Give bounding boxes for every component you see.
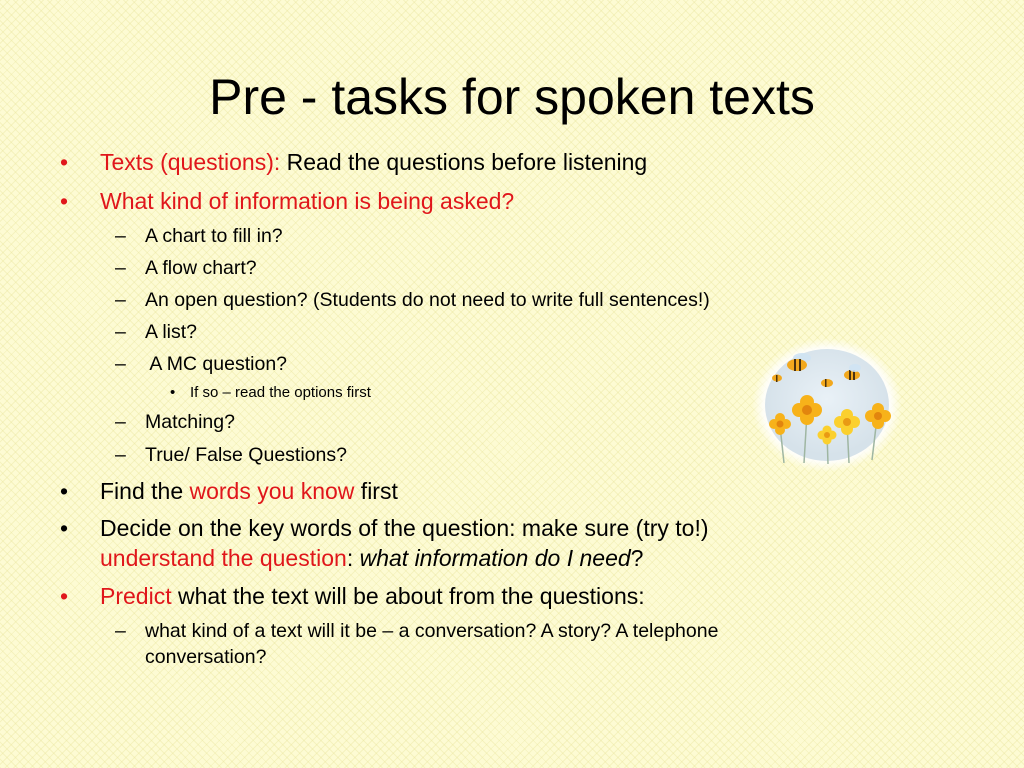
sub-item-open-question: An open question? (Students do not need to write full sentences!) <box>145 289 710 311</box>
bullet-predict <box>100 582 645 610</box>
sub-item-true-false: True/ False Questions? <box>145 444 347 466</box>
dash-marker: – <box>115 411 126 433</box>
bullet-text: ? <box>630 545 644 571</box>
bullet-marker: • <box>60 583 69 609</box>
dash-marker: – <box>115 289 126 311</box>
bullet-marker: • <box>60 149 69 175</box>
sub-item-matching: Matching? <box>145 411 235 433</box>
sub-sub-item-options: If so – read the options first <box>190 384 371 401</box>
bullet-marker: • <box>170 384 176 401</box>
bullet-text: Find the <box>100 478 190 504</box>
bullet-marker: • <box>60 188 69 214</box>
dash-marker: – <box>115 321 126 343</box>
slide-title: Pre - tasks for spoken texts <box>209 69 815 125</box>
sub-item-kind-of-text-line1: what kind of a text will it be – a conversation? A story? A telephone <box>145 620 719 642</box>
bullet-texts-questions <box>100 148 647 176</box>
bullet-red-text: Texts (questions): <box>100 149 281 175</box>
bees-and-flowers-image <box>752 338 902 472</box>
bullet-key-words-line1: Decide on the key words of the question: make sure (try to!) <box>100 515 709 541</box>
bullet-italic-text: what information do I need <box>359 545 631 571</box>
sub-item-mc-question: A MC question? <box>145 353 288 375</box>
dash-marker: – <box>115 257 126 279</box>
bullet-marker: • <box>60 478 69 504</box>
bullet-text: what the text will be about from the questions: <box>171 583 645 609</box>
bullet-text: : <box>346 545 360 571</box>
dash-marker: – <box>115 353 126 375</box>
bullet-marker: • <box>60 515 69 541</box>
bullet-key-words-line2 <box>100 544 643 572</box>
sub-item-kind-of-text-line2: conversation? <box>145 646 267 668</box>
bullet-red-text: understand the question <box>100 545 347 571</box>
dash-marker: – <box>115 225 126 247</box>
dash-marker: – <box>115 444 126 466</box>
sub-item-chart: A chart to fill in? <box>145 225 283 247</box>
sub-item-flow-chart: A flow chart? <box>145 257 257 279</box>
dash-marker: – <box>115 620 126 642</box>
bullet-red-text: Predict <box>100 583 172 609</box>
bullet-words-you-know <box>100 477 398 505</box>
bullet-text: first <box>354 478 398 504</box>
sub-item-list: A list? <box>145 321 198 343</box>
bullet-text: Read the questions before listening <box>280 149 648 175</box>
bullet-red-text: words you know <box>189 478 355 504</box>
bullet-kind-of-information: What kind of information is being asked? <box>100 188 515 214</box>
